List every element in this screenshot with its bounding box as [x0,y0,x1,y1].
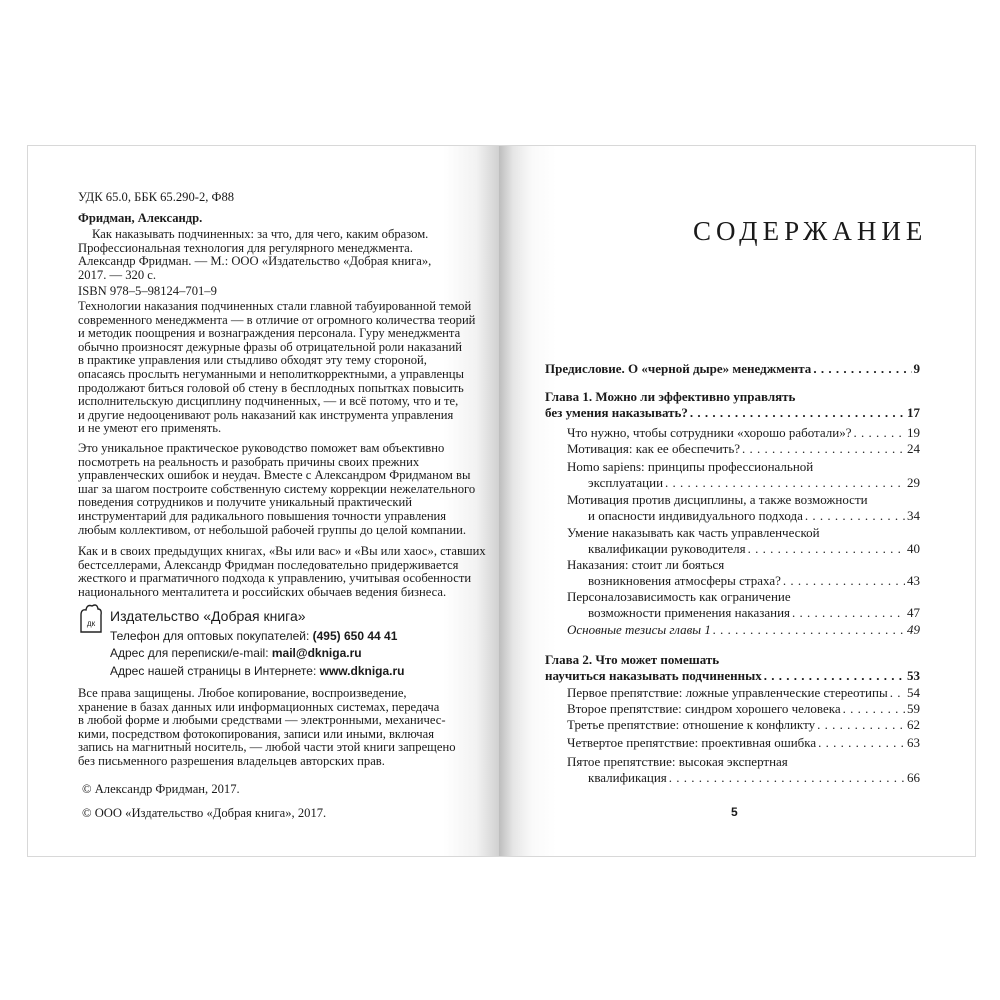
toc-entry-last-line [567,605,920,621]
toc-page-number: 9 [913,361,920,376]
toc-entry-title: Четвертое препятствие: проективная ошибка [567,735,817,750]
dot-leader [669,770,905,786]
publisher-name: Издательство «Добрая книга» [110,608,306,624]
toc-entry[interactable] [567,754,920,786]
text-line: поведения сотрудников и получите уникальный практический [78,495,412,510]
toc-entry[interactable] [567,717,920,733]
toc-entry-line: Персоналозависимость как ограничение [567,589,791,604]
toc-entry-title: Предисловие. О «черной дыре» менеджмента [545,361,812,376]
toc-entry-line: Наказания: стоит ли бояться [567,557,725,572]
dot-leader [817,717,905,733]
text-line: и другие недооценивают роль наказаний как инструмента управления [78,407,454,422]
text-line: Как и в своих предыдущих книгах, «Вы или вас» и «Вы или хаос», ставших [78,544,486,558]
text-line: посмотреть на реальность и разобрать причины своих прежних [78,454,420,469]
toc-page-number: 63 [907,735,920,750]
toc-page-number: 29 [907,475,920,490]
toc-entry-last-line [567,508,920,524]
toc-entry-title: Первое препятствие: ложные управленческие стереотипы [567,685,888,700]
toc-entry-title: квалификация [588,770,667,785]
author-name: Фридман, Александр. [78,211,203,225]
phone-label: Телефон для оптовых покупателей: [110,629,313,643]
toc-entry-last-line [545,668,920,684]
text-line: кими, посредством фотокопирования, записи или иными, включая [78,726,434,741]
dot-leader [764,668,905,684]
toc-entry-last-line [567,475,920,491]
text-line: продолжают биться головой об стену в бесплодных попытках повысить [78,380,464,395]
text-line: опасаясь прослыть негуманными и неполиткорректными, а управленцы [78,367,465,381]
text-line: Александр Фридман. — М.: ООО «Издательство «Добрая книга», [78,254,432,269]
toc-page-number: 19 [907,425,920,440]
dot-leader [742,441,905,457]
text-line: Это уникальное практическое руководство поможет вам объективно [78,441,445,455]
page-number: 5 [731,805,738,819]
dot-leader [813,361,911,377]
text-line: Как наказывать подчиненных: за что, для чего, каким образом. [92,227,429,241]
text-line: шаг за шагом построите собственную систему коррекции нежелательного [78,481,476,496]
toc-page-number: 43 [907,573,920,588]
text-line: инструментарий для радикального повышения точности управления [78,509,447,523]
toc-entry-last-line [567,622,920,638]
copyright-publisher: © ООО «Издательство «Добрая книга», 2017. [82,806,327,820]
toc-entry-line: Глава 1. Можно ли эффективно управлять [545,389,796,404]
toc-page-number: 66 [907,770,920,785]
email-link: mail@dkniga.ru [271,646,362,660]
toc-entry[interactable] [545,389,920,421]
toc-page-number: 47 [907,605,920,620]
dot-leader [843,701,905,717]
toc-page-number: 49 [907,622,920,637]
toc-entry[interactable] [567,441,920,457]
toc-page-number: 59 [907,701,920,716]
text-line: без письменного разрешения владельцев авторских прав. [78,754,385,768]
web-label: Адрес нашей страницы в Интернете: [110,664,320,678]
toc-entry-last-line [545,361,920,377]
toc-entry-last-line [567,701,920,717]
toc-entry-title: Что нужно, чтобы сотрудники «хорошо работали»? [567,425,852,440]
toc-page-number: 34 [907,508,920,523]
dot-leader [690,405,905,421]
text-line: 2017. — 320 с. [78,267,157,282]
toc-entry-line: Homo sapiens: принципы профессиональной [567,459,814,474]
toc-entry[interactable] [545,361,920,377]
text-line: национального менталитета и российских обычаев ведения бизнеса. [78,584,447,599]
toc-entry-last-line [567,717,920,733]
toc-entry-last-line [567,441,920,457]
publisher-web [110,664,405,679]
toc-entry-last-line [567,425,920,441]
dot-leader [748,541,905,557]
toc-entry-title: Мотивация: как ее обеспечить? [567,441,741,456]
phone-number: (495) 650 44 41 [312,629,398,643]
toc-entry-last-line [567,770,920,786]
toc-entry-title: эксплуатации [588,475,664,490]
toc-entry-title: Третье препятствие: отношение к конфликту [567,717,816,732]
text-line: любым коллективом, от небольшой рабочей группы до целой компании. [78,522,467,537]
toc-entry[interactable] [567,557,920,589]
toc-entry-last-line [567,685,920,701]
toc-entry-title: научиться наказывать подчиненных [545,668,762,683]
toc-entry[interactable] [567,525,920,557]
toc-page-number: 54 [907,685,920,700]
toc-entry-title: возможности применения наказания [588,605,791,620]
text-line: в любой форме и любыми средствами — электронными, механичес- [78,713,446,728]
dot-leader [665,475,905,491]
text-line: бестселлерами, Александр Фридман последовательно придерживается [78,557,459,572]
text-line: жесткого и прагматичного подхода к управлению, учитывая особенности [78,571,472,586]
toc-entry[interactable] [567,735,920,751]
publisher-email [110,646,362,661]
toc-entry-title: Основные тезисы главы 1 [567,622,711,637]
toc-entry-title: квалификации руководителя [588,541,746,556]
text-line: в практике управления или стыдливо обходят эту тему стороной, [78,353,427,368]
dot-leader [854,425,906,441]
toc-page-number: 40 [907,541,920,556]
toc-entry[interactable] [545,652,920,684]
toc-entry-line: Мотивация против дисциплины, а также возможности [567,492,868,507]
text-line: и методик поощрения и вознаграждения персонала. Гуру менеджмента [78,326,461,341]
web-link: www.dkniga.ru [319,664,405,678]
text-line: и не умеют его применять. [78,421,222,436]
text-line: Профессиональная технология для регулярного менеджмента. [78,240,413,255]
text-line: обычно произносят дежурные фразы об отрицательной роли наказаний [78,339,462,354]
text-line: Все права защищены. Любое копирование, воспроизведение, [78,686,407,700]
toc-entry-title: без умения наказывать? [545,405,688,420]
udk-line: УДК 65.0, ББК 65.290-2, Ф88 [78,190,235,204]
toc-entry-last-line [567,573,920,589]
toc-entry[interactable] [567,425,920,441]
dot-leader [805,508,905,524]
toc-entry[interactable] [567,459,920,491]
toc-entry[interactable] [567,492,920,524]
text-line: запись на магнитный носитель, — любой части этой книги запрещено [78,740,456,755]
toc-entry-last-line [545,405,920,421]
copyright-author: © Александр Фридман, 2017. [82,782,240,796]
toc-entry[interactable] [567,701,920,717]
dot-leader [792,605,905,621]
text-line: хранение в базах данных или информационных системах, передача [78,699,440,714]
toc-title: СОДЕРЖАНИЕ [693,216,928,246]
toc-entry[interactable] [567,589,920,621]
text-line: исполнительскую дисциплину подчиненных, — и всё потому, что и те, [78,394,459,409]
dot-leader [890,685,905,701]
text-line: управленческих ошибок и неудач. Вместе с Александром Фридманом вы [78,468,471,483]
dot-leader [783,573,905,589]
toc-entry[interactable] [567,685,920,701]
dot-leader [818,735,905,751]
text-line: Технологии наказания подчиненных стали главной табуированной темой [78,299,472,313]
text-line: современного менеджмента — в отличие от огромного количества теорий [78,312,476,327]
toc-page-number: 53 [907,668,920,683]
toc-entry-line: Глава 2. Что может помешать [545,652,720,667]
toc-entry-title: возникновения атмосферы страха? [588,573,781,588]
toc-page-number: 17 [907,405,920,420]
email-label: Адрес для переписки/e-mail: [110,646,272,660]
dot-leader [713,622,905,638]
toc-entry-line: Умение наказывать как часть управленческой [567,525,820,540]
toc-entry-title: Второе препятствие: синдром хорошего человека [567,701,841,716]
toc-entry-last-line [567,541,920,557]
svg-text:дк: дк [86,619,96,628]
toc-entry-title: и опасности индивидуального подхода [588,508,803,523]
toc-entry-last-line [567,735,920,751]
toc-page-number: 62 [907,717,920,732]
toc-page-number: 24 [907,441,920,456]
publisher-logo-icon [78,603,104,633]
toc-entry[interactable] [567,622,920,638]
isbn: ISBN 978–5–98124–701–9 [78,284,217,298]
toc-entry-line: Пятое препятствие: высокая экспертная [567,754,788,769]
publisher-phone [110,629,397,644]
